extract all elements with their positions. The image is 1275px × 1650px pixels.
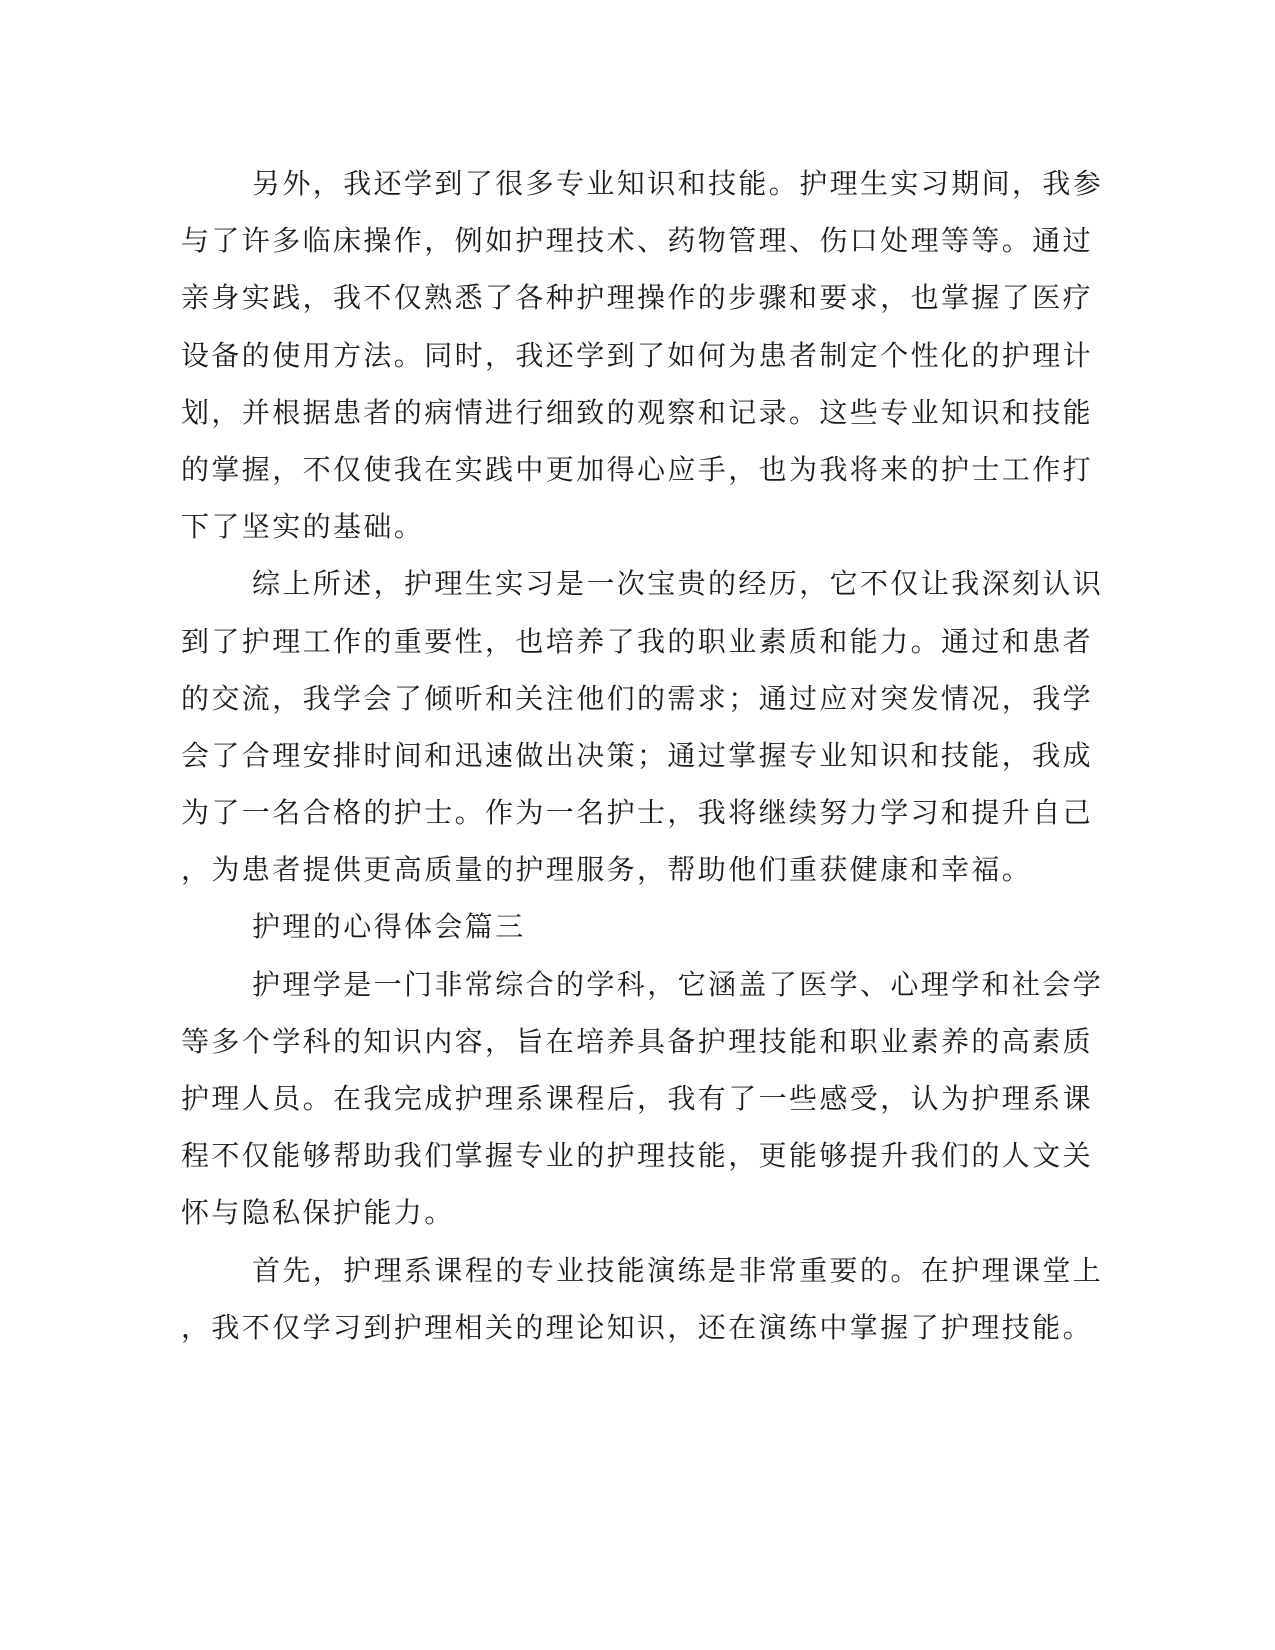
- paragraph-line: 另外，我还学到了很多专业知识和技能。护理生实习期间，我参: [252, 167, 1104, 200]
- paragraph-line: 护理学是一门非常综合的学科，它涵盖了医学、心理学和社会学: [252, 967, 1104, 1001]
- paragraph-line: 下了坚实的基础。: [181, 510, 425, 544]
- paragraph-line: 护理人员。在我完成护理系课程后，我有了一些感受，认为护理系课: [181, 1082, 1094, 1115]
- paragraph-line: 程不仅能够帮助我们掌握专业的护理技能，更能够提升我们的人文关: [181, 1139, 1094, 1173]
- paragraph-line: 会了合理安排时间和迅速做出决策；通过掌握专业知识和技能，我成: [181, 738, 1094, 772]
- paragraph-line: 的交流，我学会了倾听和关注他们的需求；通过应对突发情况，我学: [181, 681, 1094, 715]
- paragraph-line: ，我不仅学习到护理相关的理论知识，还在演练中掌握了护理技能。: [181, 1310, 1094, 1344]
- paragraph-line: 首先，护理系课程的专业技能演练是非常重要的。在护理课堂上: [252, 1253, 1104, 1287]
- paragraph-line: 综上所述，护理生实习是一次宝贵的经历，它不仅让我深刻认识: [252, 567, 1104, 601]
- paragraph-line: 到了护理工作的重要性，也培养了我的职业素质和能力。通过和患者: [181, 624, 1094, 658]
- body-text: [181, 155, 1104, 1356]
- paragraph-line: 亲身实践，我不仅熟悉了各种护理操作的步骤和要求，也掌握了医疗: [181, 281, 1094, 315]
- paragraph-line: 的掌握，不仅使我在实践中更加得心应手，也为我将来的护士工作打: [181, 452, 1094, 486]
- paragraph-line: 为了一名合格的护士。作为一名护士，我将继续努力学习和提升自己: [181, 796, 1094, 830]
- paragraph-line: 与了许多临床操作，例如护理技术、药物管理、伤口处理等等。通过: [181, 224, 1094, 258]
- paragraph-line: 划，并根据患者的病情进行细致的观察和记录。这些专业知识和技能: [181, 395, 1094, 429]
- paragraph-line: 等多个学科的知识内容，旨在培养具备护理技能和职业素养的高素质: [181, 1024, 1094, 1058]
- paragraph-line: 设备的使用方法。同时，我还学到了如何为患者制定个性化的护理计: [181, 338, 1094, 372]
- paragraph-line: 怀与隐私保护能力。: [181, 1196, 455, 1230]
- section-heading: 护理的心得体会篇三: [252, 910, 526, 944]
- paragraph-line: ，为患者提供更高质量的护理服务，帮助他们重获健康和幸福。: [181, 853, 1033, 887]
